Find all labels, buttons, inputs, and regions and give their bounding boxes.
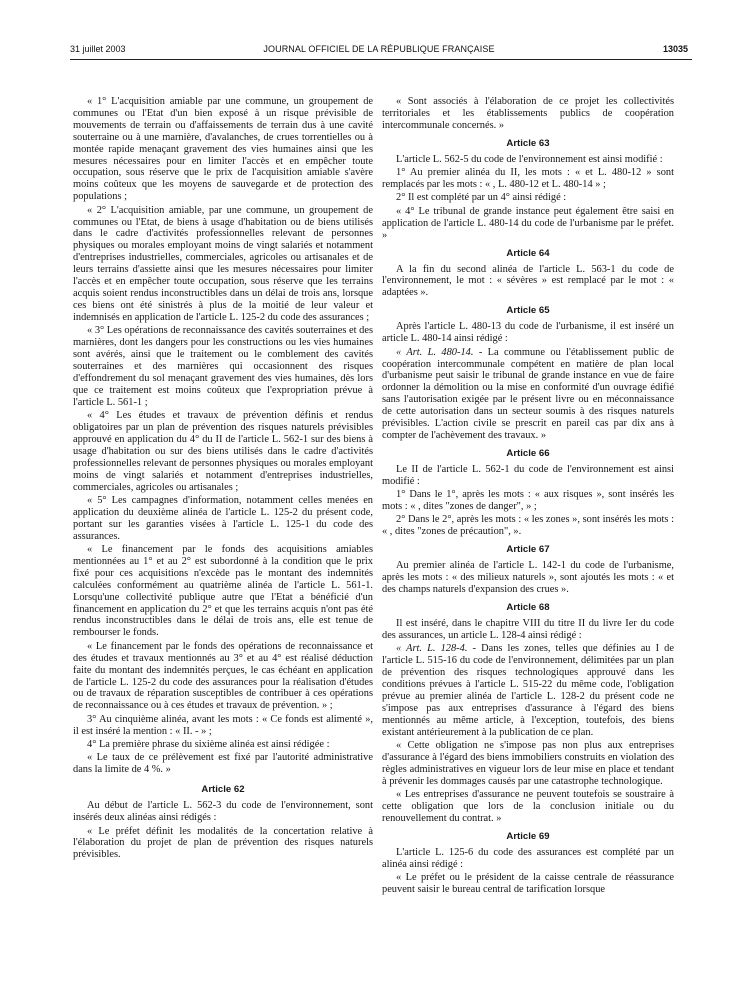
page-number: 13035 [662, 44, 688, 54]
paragraph: « 4° Le tribunal de grande instance peut également être saisi en application de l'article L. 480-14 du code de l'urbanisme par le préfet. » [382, 205, 674, 241]
article-reference: « Art. L. 480-14. [396, 346, 474, 358]
left-column [73, 96, 373, 863]
paragraph [382, 347, 674, 442]
paragraph: Au premier alinéa de l'article L. 142-1 du code de l'urbanisme, après les mots : « des milieux naturels », sont ajoutés les mots : « et des champs naturels d'expansion des crues ». [382, 560, 674, 596]
paragraph: Après l'article L. 480-13 du code de l'urbanisme, il est inséré un article L. 480-14 ainsi rédigé : [382, 321, 674, 345]
paragraph: A la fin du second alinéa de l'article L. 563-1 du code de l'environnement, le mot : « sévères » est remplacé par le mot : « adaptées ». [382, 263, 674, 299]
paragraph: Au début de l'article L. 562-3 du code de l'environnement, sont insérés deux alinéas ainsi rédigés : [73, 800, 373, 824]
article-heading: Article 62 [201, 784, 245, 796]
paragraph: « Le financement par le fonds des opérations de reconnaissance et des études et travaux mentionnés au 3° et au 4° est réalisé déduction faite du montant des indemnités perçues, le cas échéant en application de l'article L. 125-2 du code des assurances pour la réalisation d'études ou de travaux de réparation susceptibles de contribuer à ces opérations de reconnaissance ou à ces études et travaux de prévention. » ; [73, 640, 373, 712]
header-date: 31 juillet 2003 [70, 44, 126, 54]
article-heading: Article 67 [506, 544, 550, 556]
paragraph: 2° Il est complété par un 4° ainsi rédigé : [396, 192, 567, 204]
paragraph: 2° Dans le 2°, après les mots : « les zones », sont insérés les mots : « , dites "zones de précaution", ». [382, 514, 674, 538]
paragraph-text: - La commune ou l'établissement public de coopération intercommunale compétent en matière de plan local d'urbanisme peut saisir le tribunal de grande instance en vue de faire ordonner la démolition ou la mise en conformité d'un ouvrage édifié sans l'autorisation exigée par le présent livre ou en méconnaissance de cette autorisation dans un secteur soumis à des risques naturels prévisibles. L'action civile se prescrit en pareil cas par dix ans à compter de l'achèvement des travaux. » [382, 346, 675, 441]
paragraph: 3° Au cinquième alinéa, avant les mots : « Ce fonds est alimenté », il est inséré la mention : « II. - » ; [73, 713, 373, 737]
paragraph: « Le financement par le fonds des acquisitions amiables mentionnées au 1° et au 2° est subordonné à la condition que le prix fixé pour ces acquisitions n'excède pas le montant des indemnités calculées conformément au quatrième alinéa de l'article L. 561-1. Lorsqu'une collectivité publique autre que l'Etat a bénéficié d'un financement en application du 2° et que les terrains acquis n'ont pas été rendus inconstructibles dans le délai de trois ans, elle est tenue de rembourser le fonds. [73, 544, 373, 639]
paragraph: « 3° Les opérations de reconnaissance des cavités souterraines et des marnières, dont les dangers pour les constructions ou les vies humaines sont avérés, ainsi que le traitement ou le comblement des cavités souterraines et des marnières qui occasionnent des risques d'effondrement du sol menaçant gravement des vies humaines, dès lors que ce traitement est moins coûteux que l'expropriation prévue à l'article L. 561-1 ; [73, 325, 373, 408]
paragraph: « 4° Les études et travaux de prévention définis et rendus obligatoires par un plan de prévention des risques naturels prévisibles approuvé en application du 4° du II de l'article L. 562-1 sur des biens à usage d'habitation ou sur des biens utilisés dans le cadre d'activités professionnelles relevant de personnes physiques ou morales employant moins de vingt salariés et notamment d'entreprises industrielles, commerciales, agricoles ou artisanales ; [73, 410, 373, 493]
paragraph: 1° Au premier alinéa du II, les mots : « et L. 480-12 » sont remplacés par les mots : « , L. 480-12 et L. 480-14 » ; [382, 167, 674, 191]
page-header [70, 44, 688, 58]
paragraph: « Le préfet ou le président de la caisse centrale de réassurance peuvent saisir le bureau central de tarification lorsque [382, 872, 674, 896]
paragraph: 1° Dans le 1°, après les mots : « aux risques », sont insérés les mots : « , dites "zones de danger", » ; [382, 489, 674, 513]
paragraph: « Les entreprises d'assurance ne peuvent toutefois se soustraire à cette obligation que lors de la conclusion initiale ou du renouvellement du contrat. » [382, 789, 674, 824]
article-reference: « Art. L. 128-4. [396, 643, 468, 655]
paragraph: L'article L. 562-5 du code de l'environnement est ainsi modifié : [396, 153, 663, 165]
paragraph: « Le préfet définit les modalités de la concertation relative à l'élaboration du projet de plan de prévention des risques naturels prévisibles. [73, 825, 373, 861]
article-heading: Article 66 [506, 447, 550, 459]
paragraph: « Sont associés à l'élaboration de ce projet les collectivités territoriales et les établissements publics de coopération intercommunale concernés. » [382, 96, 674, 131]
header-rule [70, 59, 692, 60]
paragraph: L'article L. 125-6 du code des assurances est complété par un alinéa ainsi rédigé : [382, 846, 674, 870]
paragraph: Il est inséré, dans le chapitre VIII du titre II du livre Ier du code des assurances, un article L. 128-4 ainsi rédigé : [382, 618, 674, 641]
paragraph: Le II de l'article L. 562-1 du code de l'environnement est ainsi modifié : [382, 463, 674, 487]
paragraph-text: - Dans les zones, telles que définies au I de l'article L. 515-16 du code de l'environnement, délimitées par un plan de prévention des risques technologiques approuvé dans les conditions prévues à l'article L. 515-22 du même code, l'obligation prévue au premier alinéa de l'article L. 128-2 du présent code ne s'impose pas aux entreprises d'assurance à l'égard des biens mentionnés au même article, à l'exception, toutefois, des biens existant antérieurement à la publication de ce plan. [382, 643, 674, 738]
header-title: JOURNAL OFFICIEL DE LA RÉPUBLIQUE FRANÇAISE [263, 44, 495, 54]
article-heading: Article 69 [506, 830, 550, 842]
paragraph: « 5° Les campagnes d'information, notamment celles menées en application du deuxième alinéa de l'article L. 125-2 du présent code, portant sur les garanties visées à l'article L. 125-1 du code des assurances. [73, 494, 373, 542]
article-heading: Article 68 [506, 602, 550, 613]
paragraph: « Le taux de ce prélèvement est fixé par l'autorité administrative dans la limite de 4 %. » [73, 752, 373, 776]
article-heading: Article 63 [506, 137, 550, 149]
article-heading: Article 65 [506, 305, 550, 317]
paragraph [382, 643, 674, 738]
article-heading: Article 64 [506, 247, 550, 259]
right-column [382, 96, 674, 898]
paragraph: 4° La première phrase du sixième alinéa est ainsi rédigée : [87, 739, 330, 751]
paragraph: « 2° L'acquisition amiable, par une commune, un groupement de communes ou l'Etat, de biens à usage d'habitation ou de biens utilisés dans le cadre d'activités professionnelles relevant de personnes physiques ou morales employant moins de vingt salariés et notamment d'entreprises industrielles, commerciales, agricoles ou artisanales et de leurs terrains d'assiette ainsi que les mesures nécessaires pour limiter l'accès et en empêcher toute occupation, sous réserve que les terrains acquis soient rendus inconstructibles dans un délai de trois ans, lorsque ces biens ont été sinistrés à plus de la moitié de leur valeur et indemnisés en application de l'article L. 125-2 du code des assurances ; [73, 204, 373, 323]
paragraph: « 1° L'acquisition amiable par une commune, un groupement de communes ou l'Etat d'un bien exposé à un risque prévisible de mouvements de terrain ou d'affaissements de terrain dus à une cavité souterraine ou à une marnière, d'avalanches, de crues torrentielles ou à montée rapide menaçant gravement des vies humaines ainsi que les mesures nécessaires pour en limiter l'accès et en empêcher toute occupation, sous réserve que le prix de l'acquisition amiable s'avère moins coûteux que les moyens de sauvegarde et de protection des populations ; [73, 96, 373, 203]
paragraph: « Cette obligation ne s'impose pas non plus aux entreprises d'assurance à l'égard des biens immobiliers construits en violation des règles administratives en vigueur lors de leur mise en place et tendant à prévenir les dommages causés par une catastrophe technologique. [382, 740, 674, 787]
